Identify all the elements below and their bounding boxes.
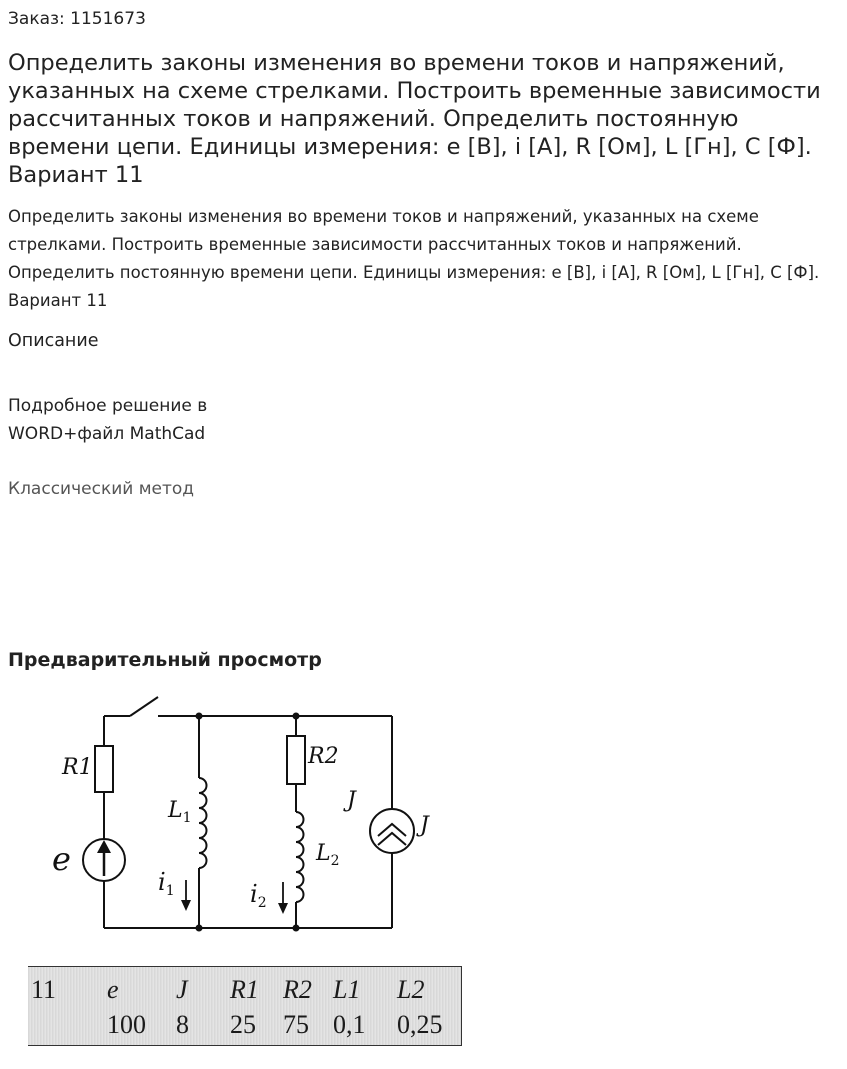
label-r2: R2 [308,744,339,769]
junction-dot [196,713,203,720]
arrow-up-icon [97,840,111,853]
label-j-side: J [420,813,429,838]
header-l2: L2 [397,975,425,1004]
chevron-up-icon-2 [378,833,406,845]
resistor-r1-icon [95,746,113,792]
solution-details-line2: WORD+файл MathCad [8,424,206,444]
header-r1: R1 [230,975,259,1004]
junction-dot [293,713,300,720]
current-source-icon [370,809,414,853]
value-r1: 25 [230,1010,256,1039]
value-j: 8 [176,1010,189,1039]
circuit-diagram [40,690,450,940]
method-label: Классический метод [8,479,195,499]
header-r2: R2 [283,975,312,1004]
label-j-top: J [347,788,356,813]
page-title: Определить законы изменения во времени токов и напряжений, указанных на схеме стрелками. Построить временные зависимости рассчитанных токов и напряжений. Определить постоянную времени цепи. Единицы измерения: e [В], i [А], R [Ом], L [Гн], C [Ф]. Вариант 11 [8,50,821,188]
preview-heading: Предварительный просмотр [8,649,322,671]
label-l1: $L_1$ [168,798,192,826]
value-e: 100 [107,1010,146,1039]
header-j: J [176,975,188,1004]
value-l1: 0,1 [333,1010,366,1039]
solution-details-line1: Подробное решение в [8,396,208,416]
inductor-l1-icon [199,778,207,868]
value-r2: 75 [283,1010,309,1039]
label-i1: $i_1$ [158,868,175,899]
label-i2: $i_2$ [250,880,267,911]
variant-number: 11 [31,975,57,1004]
variant-table [28,966,462,1046]
label-r1: R1 [62,755,93,780]
value-l2: 0,25 [397,1010,443,1039]
inductor-l2-icon [296,812,304,902]
task-description: Определить законы изменения во времени токов и напряжений, указанных на схеме стрелками. Построить временные зависимости рассчитанных токов и напряжений. Определить постоянную времени цепи. Единицы измерения: e [В], i [А], R [Ом], L [Гн], C [Ф]. Вариант 11 [8,207,820,310]
order-number: Заказ: 1151673 [8,9,146,29]
solution-details [8,392,308,448]
description-section-label: Описание [8,331,99,351]
switch-icon [130,697,158,716]
resistor-r2-icon [287,736,305,784]
header-e: e [107,975,119,1004]
junction-dot [293,925,300,932]
label-e: e [52,840,71,878]
arrow-down-icon [181,900,191,911]
junction-dot [196,925,203,932]
label-l2: $L_2$ [316,841,340,869]
header-l1: L1 [333,975,361,1004]
arrow-down-icon [278,903,288,914]
